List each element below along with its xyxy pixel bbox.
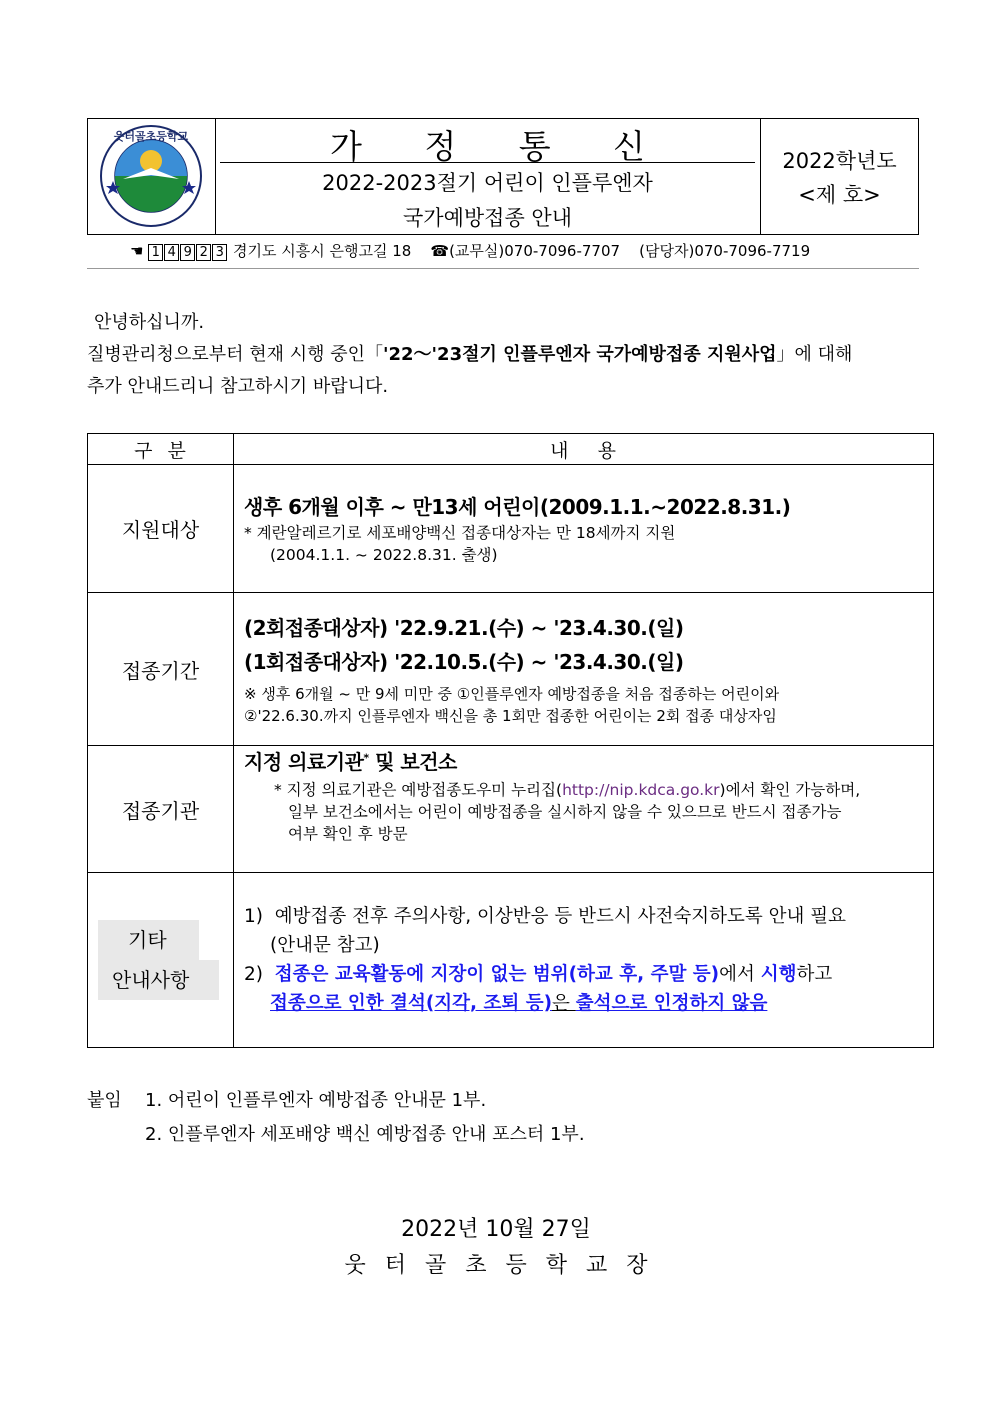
item-2-emphasis-conduct: 시행 (760, 964, 797, 985)
row-label-other (88, 873, 234, 1048)
attachment-item-1: 1. 어린이 인플루엔자 예방접종 안내문 1부. (145, 1090, 487, 1111)
table-row (88, 465, 934, 593)
document-header (87, 118, 919, 235)
address-line (130, 240, 910, 261)
attachment-item-2: 2. 인플루엔자 세포배양 백신 예방접종 안내 포스터 1부. (145, 1124, 585, 1145)
period-note-2: ②'22.6.30.까지 인플루엔자 백신을 총 1회만 접종한 어린이는 2회 접종 대상자임 (244, 707, 777, 725)
attachment-label: 붙임 (87, 1090, 122, 1111)
program-name: '22～'23절기 인플루엔자 국가예방접종 지원사업 (382, 344, 777, 365)
office-phone: (교무실)070-7096-7707 (449, 242, 621, 260)
institution-note-1 (244, 779, 923, 801)
item-2-emphasis-range: 접종은 교육활동에 지장이 없는 범위(하교 후, 주말 등) (274, 964, 720, 985)
institution-asterisk: * (363, 751, 369, 765)
item-2-emphasis-attendance: 출석으로 인정하지 않음 (575, 993, 768, 1014)
intro-line-1 (87, 340, 852, 366)
other-item-2 (244, 960, 923, 989)
institution-main-post: 및 보건소 (368, 750, 457, 774)
target-main: 생후 6개월 이후 ~ 만13세 어린이(2009.1.1.~2022.8.31.) (244, 495, 791, 519)
item-2-text-f: 은 (552, 993, 576, 1014)
institution-main (244, 746, 923, 775)
target-note-1: * 계란알레르기로 세포배양백신 접종대상자는 만 18세까지 지원 (244, 524, 676, 542)
greeting: 안녕하십니까. (94, 312, 205, 333)
row-content-institution (234, 746, 934, 873)
other-item-1-cont: (안내문 참고) (270, 935, 380, 956)
zip-digit: 3 (212, 244, 227, 261)
period-line-1: (2회접종대상자) '22.9.21.(수) ~ '23.4.30.(일) (244, 616, 684, 640)
other-label-2: 안내사항 (98, 960, 219, 1000)
institution-note-1-pre: * 지정 의료기관은 예방접종도우미 누리집( (274, 781, 563, 799)
row-label-target: 지원대상 (88, 465, 234, 593)
other-label-1: 기타 (98, 920, 199, 960)
other-item-1 (244, 902, 923, 931)
manager-phone: (담당자)070-7096-7719 (639, 242, 811, 260)
table-row (88, 746, 934, 873)
zip-digit: 4 (164, 244, 179, 261)
doc-title: 가 정 통 신 (330, 127, 671, 166)
item-1-text: 예방접종 전후 주의사항, 이상반응 등 반드시 사전숙지하도록 안내 필요 (274, 906, 846, 927)
issue-cell (761, 119, 918, 234)
zip-digit: 1 (148, 244, 163, 261)
institution-main-pre: 지정 의료기관 (244, 750, 364, 774)
logo-cell (88, 119, 216, 234)
pointing-hand-icon: ☚ (130, 242, 144, 260)
doc-subtitle-2: 국가예방접종 안내 (403, 206, 572, 230)
doc-subtitle-1: 2022-2023절기 어린이 인플루엔자 (322, 171, 653, 195)
row-label-period: 접종기간 (88, 593, 234, 746)
table-row (88, 593, 934, 746)
period-line-2: (1회접종대상자) '22.10.5.(수) ~ '23.4.30.(일) (244, 650, 684, 674)
row-content-other (234, 873, 934, 1048)
other-item-2-cont (244, 989, 923, 1018)
item-1-number: 1) (244, 906, 263, 927)
target-note-2: (2004.1.1. ~ 2022.8.31. 출생) (270, 546, 498, 564)
intro-line-2: 추가 안내드리니 참고하시기 바랍니다. (87, 376, 389, 397)
street-address: 경기도 시흥시 은행고길 18 (233, 242, 412, 260)
logo-text: 웃터골초등학교 (113, 130, 189, 143)
period-note-1: ※ 생후 6개월 ~ 만 9세 미만 중 ①인플루엔자 예방접종을 처음 접종하는 어린이와 (244, 685, 780, 703)
col-content-header: 내 용 (234, 434, 934, 465)
zip-digit: 2 (196, 244, 211, 261)
item-2-text-d: 하고 (796, 964, 833, 985)
institution-note-2: 일부 보건소에서는 어린이 예방접종을 실시하지 않을 수 있으므로 반드시 접종가능 (288, 803, 842, 821)
institution-note-3: 여부 확인 후 방문 (288, 825, 408, 843)
col-category-header: 구 분 (88, 434, 234, 465)
school-logo (88, 119, 215, 234)
issue-date: 2022년 10월 27일 (401, 1217, 591, 1242)
signer: 웃터골초등학교장 (344, 1253, 667, 1278)
nip-website-link[interactable]: http://nip.kdca.go.kr (562, 781, 720, 799)
title-cell (215, 119, 761, 234)
intro-line-1-pre: 질병관리청으로부터 현재 시행 중인「 (87, 344, 383, 365)
phone-icon: ☎ (430, 242, 450, 260)
issue-number: <제 호> (798, 183, 881, 207)
item-2-number: 2) (244, 964, 263, 985)
row-label-institution: 접종기관 (88, 746, 234, 873)
zip-digit: 9 (180, 244, 195, 261)
table-row (88, 873, 934, 1048)
table-header-row (88, 434, 934, 465)
school-year: 2022학년도 (782, 149, 897, 173)
row-content-target (234, 465, 934, 593)
title-divider (220, 162, 755, 163)
row-content-period (234, 593, 934, 746)
item-2-emphasis-absence: 접종으로 인한 결석(지각, 조퇴 등) (270, 993, 553, 1014)
institution-note-1-post: )에서 확인 가능하며, (719, 781, 861, 799)
item-2-text-b: 에서 (719, 964, 761, 985)
info-table (87, 433, 934, 1048)
header-rule (87, 268, 919, 269)
zip-code (148, 242, 233, 260)
intro-line-1-post: 」에 대해 (776, 344, 853, 365)
